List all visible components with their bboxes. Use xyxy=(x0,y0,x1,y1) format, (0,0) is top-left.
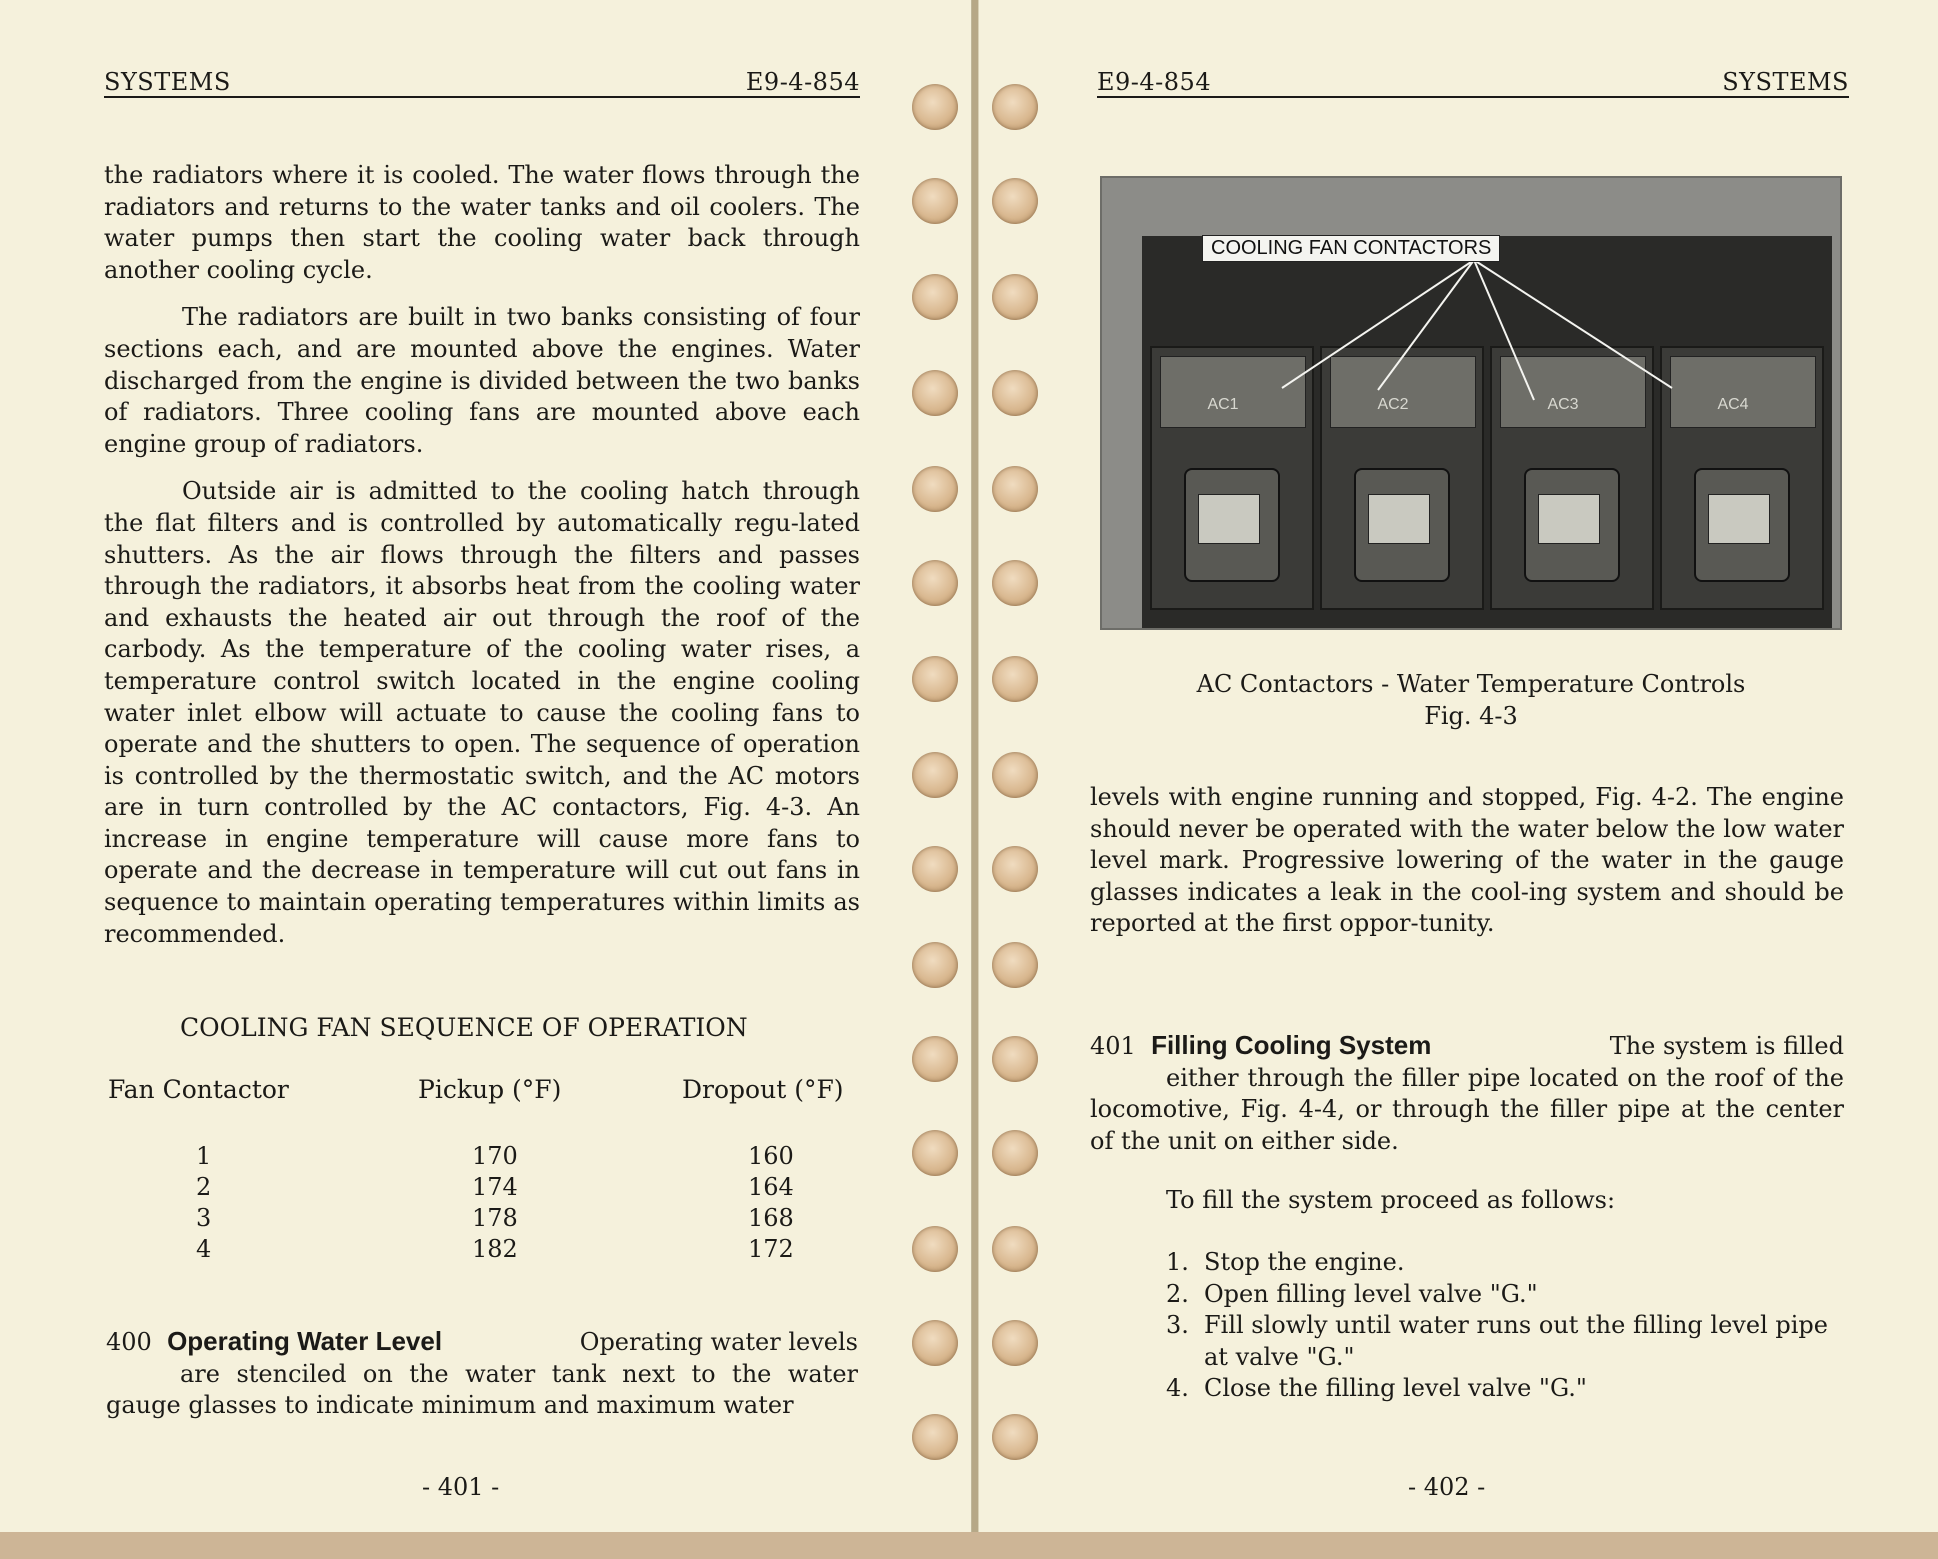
section-400 xyxy=(106,1326,858,1422)
table-cell: 178 xyxy=(472,1204,518,1232)
paragraph: Outside air is admitted to the cooling hatch through the flat filters and is controlled by automatically regu-lated shutters. As the air flows through the filters and passes through the radiators, it absorbs heat from the cooling water and exhausts the heated air out through the roof of the carbody. As the temperature of the cooling water rises, a temperature control switch located in the engine cooling water inlet elbow will actuate to cause the cooling fans to operate and the shutters to open. The sequence of operation is controlled by the thermostatic switch, and the AC motors are in turn controlled by the AC contactors, Fig. 4-3. An increase in engine temperature will cause more fans to operate and the decrease in temperature will cut out fans in sequence to maintain operating temperatures within limits as recommended. xyxy=(104,477,860,948)
procedure-steps xyxy=(1166,1247,1846,1405)
binding-hole xyxy=(992,1036,1038,1082)
binding-hole xyxy=(912,84,958,130)
fan-table-title: COOLING FAN SEQUENCE OF OPERATION xyxy=(180,1013,748,1042)
binding-hole xyxy=(992,1414,1038,1460)
list-item xyxy=(1166,1310,1846,1373)
binding-hole xyxy=(912,466,958,512)
step-text: Close the filling level valve "G." xyxy=(1204,1374,1587,1403)
contactor-label: AC4 xyxy=(1717,396,1749,413)
binding-hole xyxy=(912,560,958,606)
section-number: 401 xyxy=(1090,1032,1136,1060)
fan-table-header-dropout: Dropout (°F) xyxy=(682,1075,844,1104)
step-number: 3. xyxy=(1166,1311,1189,1340)
binding-hole xyxy=(912,1320,958,1366)
step-number: 2. xyxy=(1166,1279,1189,1308)
binding-hole xyxy=(992,1320,1038,1366)
caption-figure-number: Fig. 4-3 xyxy=(1424,702,1518,730)
right-continuation-text xyxy=(1090,782,1844,956)
binding-hole xyxy=(992,274,1038,320)
list-item xyxy=(1166,1279,1846,1311)
binding-hole xyxy=(912,846,958,892)
binding-hole xyxy=(912,1226,958,1272)
binding-hole xyxy=(992,466,1038,512)
figure-callout-label: COOLING FAN CONTACTORS xyxy=(1202,235,1500,262)
section-number: 400 xyxy=(106,1328,152,1356)
left-page-header xyxy=(104,66,860,98)
paragraph: the radiators where it is cooled. The water flows through the radiators and returns to the water tanks and oil coolers. The water pumps then start the cooling water back through another cooling cycle. xyxy=(104,161,860,284)
section-lead-text: Operating water levels xyxy=(579,1328,858,1356)
contactor-label: AC3 xyxy=(1547,396,1579,413)
step-text: Open filling level valve "G." xyxy=(1204,1279,1538,1308)
procedure-intro: To fill the system proceed as follows: xyxy=(1166,1186,1616,1214)
step-number: 1. xyxy=(1166,1248,1189,1276)
section-text: either through the filler pipe located on the roof of the locomotive, Fig. 4-4, or through the filler pipe at the center of the unit on either side. xyxy=(1090,1063,1844,1155)
binding-hole xyxy=(992,560,1038,606)
left-header-section: SYSTEMS xyxy=(104,68,231,96)
right-page-header xyxy=(1097,66,1849,98)
section-text: are stenciled on the water tank next to the water gauge glasses to indicate minimum and maximum water xyxy=(106,1359,858,1420)
binding-hole xyxy=(912,656,958,702)
paragraph: The radiators are built in two banks consisting of four sections each, and are mounted above the engines. Water discharged from the engine is divided between the two banks of radiators. Three cooling fans are mounted above each engine group of radiators. xyxy=(104,303,860,458)
table-cell: 160 xyxy=(748,1142,794,1170)
table-cell: 168 xyxy=(748,1204,794,1232)
binding-hole xyxy=(992,1130,1038,1176)
table-cell: 1 xyxy=(196,1142,212,1170)
fan-table-header-contactor: Fan Contactor xyxy=(108,1075,289,1104)
fan-table-header-pickup: Pickup (°F) xyxy=(418,1075,562,1104)
page-number: - 401 - xyxy=(422,1473,500,1501)
step-text: Stop the engine. xyxy=(1204,1248,1405,1276)
binding-hole xyxy=(992,84,1038,130)
left-page xyxy=(0,0,972,1532)
right-header-doc-number: E9-4-854 xyxy=(1097,68,1212,96)
binding-hole xyxy=(992,370,1038,416)
paragraph: levels with engine running and stopped, Fig. 4-2. The engine should never be operated with the water below the low water level mark. Progressive lowering of the water in the gauge glasses indicates a leak in the cool-ing system and should be reported at the first oppor-tunity. xyxy=(1090,783,1844,938)
binding-hole xyxy=(992,1226,1038,1272)
section-title: Operating Water Level xyxy=(167,1326,443,1356)
step-text: Fill slowly until water runs out the filling level pipe at valve "G." xyxy=(1204,1311,1828,1371)
section-lead-text: The system is filled xyxy=(1609,1032,1844,1060)
binding-hole xyxy=(992,656,1038,702)
right-header-section: SYSTEMS xyxy=(1722,68,1849,96)
section-title: Filling Cooling System xyxy=(1151,1030,1432,1060)
table-cell: 164 xyxy=(748,1173,794,1201)
caption-title: AC Contactors - Water Temperature Controls xyxy=(1196,670,1746,698)
binding-hole xyxy=(912,178,958,224)
binding-hole xyxy=(992,178,1038,224)
table-cell: 172 xyxy=(748,1235,794,1263)
binding-hole xyxy=(912,370,958,416)
binding-hole xyxy=(912,274,958,320)
figure-caption xyxy=(1100,668,1842,732)
binding-hole xyxy=(912,1130,958,1176)
contactor-label: AC1 xyxy=(1207,396,1239,413)
page-number: - 402 - xyxy=(1408,1473,1486,1501)
step-number: 4. xyxy=(1166,1374,1189,1403)
section-401 xyxy=(1090,1030,1844,1157)
list-item xyxy=(1166,1247,1846,1279)
binding-hole xyxy=(912,752,958,798)
table-cell: 4 xyxy=(196,1235,212,1263)
left-body-text xyxy=(104,160,860,966)
binding-hole xyxy=(912,1414,958,1460)
table-cell: 3 xyxy=(196,1204,212,1232)
binding-hole xyxy=(992,846,1038,892)
table-cell: 2 xyxy=(196,1173,212,1201)
binding-hole xyxy=(992,752,1038,798)
binding-hole xyxy=(992,942,1038,988)
binding-hole xyxy=(912,942,958,988)
table-cell: 174 xyxy=(472,1173,518,1201)
binding-hole xyxy=(912,1036,958,1082)
left-header-doc-number: E9-4-854 xyxy=(745,68,860,96)
list-item xyxy=(1166,1373,1846,1405)
table-cell: 170 xyxy=(472,1142,518,1170)
table-cell: 182 xyxy=(472,1235,518,1263)
contactor-label: AC2 xyxy=(1377,396,1409,413)
